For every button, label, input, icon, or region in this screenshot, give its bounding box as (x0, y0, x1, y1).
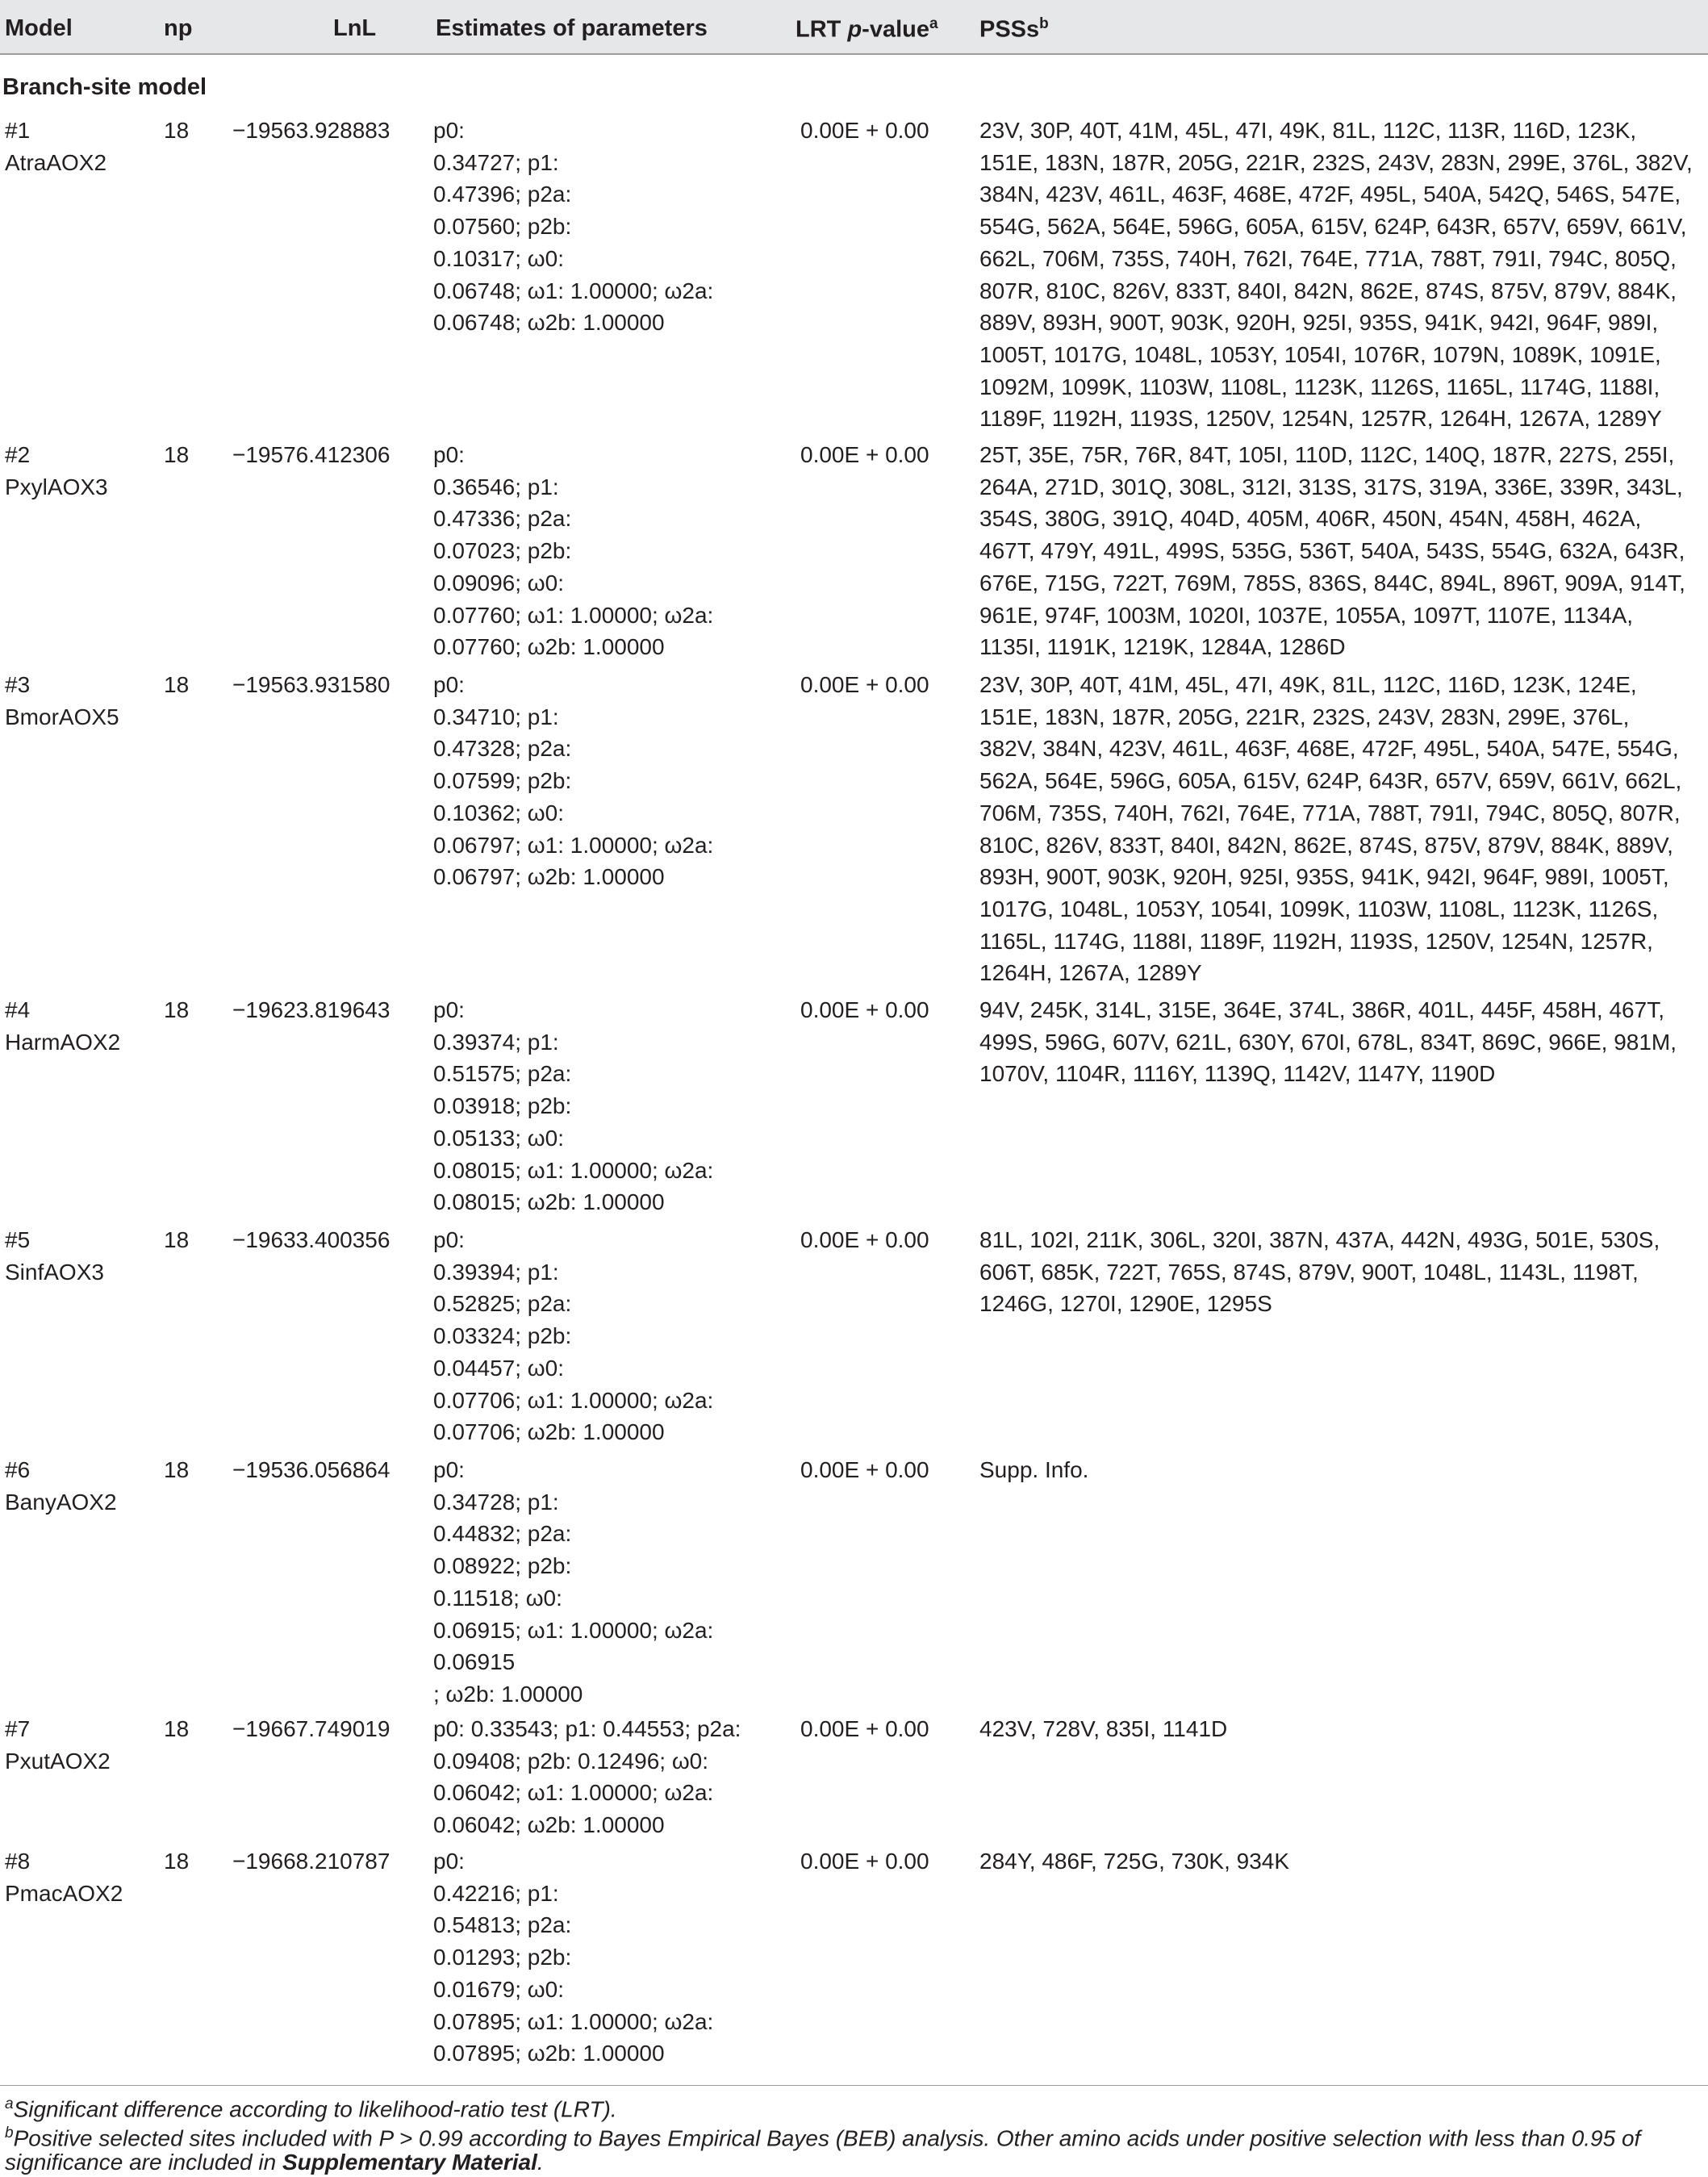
lnl-cell: −19563.931580 (232, 672, 390, 697)
lrt-pvalue-cell: 0.00E + 0.00 (800, 442, 929, 467)
lrt-pvalue-cell: 0.00E + 0.00 (800, 672, 929, 697)
header-pss: PSSs$^b$ (979, 15, 1049, 43)
header-model: Model (5, 15, 73, 41)
model-cell: #3 BmorAOX5 (5, 672, 119, 729)
np-cell: 18 (164, 1716, 190, 1741)
header-divider (0, 53, 1708, 55)
estimates-cell: p0: 0.34710; p1: 0.47328; p2a: 0.07599; p2b: 0.10362; ω0: 0.06797; ω1: 1.00000; ω2a: 0.06797; ω2b: 1.00000 (433, 672, 714, 890)
lrt-pvalue-cell: 0.00E + 0.00 (800, 997, 929, 1022)
model-cell: #5 SinfAOX3 (5, 1227, 104, 1285)
pss-cell: 23V, 30P, 40T, 41M, 45L, 47I, 49K, 81L, 112C, 116D, 123K, 124E, 151E, 183N, 187R, 205G, 221R, 232S, 243V, 283N, 299E, 376L, 382V, 384N, 423V, 461L, 463F, 468E, 472F, 495L, 540A, 547E, 554G, 562A, 564E, 596G, 605A, 615V, 624P, 643R, 657V, 659V, 661V, 662L, 706M, 735S, 740H, 762I, 764E, 771A, 788T, 791I, 794C, 805Q, 807R, 810C, 826V, 833T, 840I, 842N, 862E, 874S, 875V, 879V, 884K, 889V, 893H, 900T, 903K, 920H, 925I, 935S, 941K, 942I, 964F, 989I, 1005T, 1017G, 1048L, 1053Y, 1054I, 1099K, 1103W, 1108L, 1123K, 1126S, 1165L, 1174G, 1188I, 1189F, 1192H, 1193S, 1250V, 1254N, 1257R, 1264H, 1267A, 1289Y (979, 672, 1682, 986)
footnote-a: $^a$Significant difference according to likelihood-ratio test (LRT). (5, 2096, 617, 2122)
estimates-cell: p0: 0.39374; p1: 0.51575; p2a: 0.03918; p2b: 0.05133; ω0: 0.08015; ω1: 1.00000; ω2a: 0.08015; ω2b: 1.00000 (433, 997, 714, 1215)
lrt-pvalue-cell: 0.00E + 0.00 (800, 118, 929, 143)
estimates-cell: p0: 0.33543; p1: 0.44553; p2a: 0.09408; p2b: 0.12496; ω0: 0.06042; ω1: 1.00000; ω2a: 0.06042; ω2b: 1.00000 (433, 1716, 741, 1838)
estimates-cell: p0: 0.34727; p1: 0.47396; p2a: 0.07560; p2b: 0.10317; ω0: 0.06748; ω1: 1.00000; ω2a: 0.06748; ω2b: 1.00000 (433, 118, 714, 336)
section-title: Branch-site model (2, 74, 207, 100)
lnl-cell: −19633.400356 (232, 1227, 390, 1252)
lnl-cell: −19536.056864 (232, 1457, 390, 1482)
model-cell: #2 PxylAOX3 (5, 442, 108, 499)
pss-cell: Supp. Info. (979, 1457, 1089, 1482)
pss-cell: 25T, 35E, 75R, 76R, 84T, 105I, 110D, 112C, 140Q, 187R, 227S, 255I, 264A, 271D, 301Q, 308L, 312I, 313S, 317S, 319A, 336E, 339R, 343L, 354S, 380G, 391Q, 404D, 405M, 406R, 450N, 454N, 458H, 462A, 467T, 479Y, 491L, 499S, 535G, 536T, 540A, 543S, 554G, 632A, 643R, 676E, 715G, 722T, 769M, 785S, 836S, 844C, 894L, 896T, 909A, 914T, 961E, 974F, 1003M, 1020I, 1037E, 1055A, 1097T, 1107E, 1134A, 1135I, 1191K, 1219K, 1284A, 1286D (979, 442, 1685, 660)
lnl-cell: −19563.928883 (232, 118, 390, 143)
footnote-divider (0, 2085, 1708, 2086)
np-cell: 18 (164, 997, 190, 1022)
estimates-cell: p0: 0.36546; p1: 0.47336; p2a: 0.07023; p2b: 0.09096; ω0: 0.07760; ω1: 1.00000; ω2a: 0.07760; ω2b: 1.00000 (433, 442, 714, 660)
lnl-cell: −19623.819643 (232, 997, 390, 1022)
header-lnl: LnL (333, 15, 377, 41)
model-cell: #7 PxutAOX2 (5, 1716, 111, 1774)
header-estimates: Estimates of parameters (436, 15, 708, 41)
table-header (0, 0, 1708, 53)
np-cell: 18 (164, 442, 190, 467)
model-cell: #8 PmacAOX2 (5, 1849, 123, 1906)
lnl-cell: −19668.210787 (232, 1849, 390, 1874)
lnl-cell: −19667.749019 (232, 1716, 390, 1741)
footnote-b-continued: significance are included in Supplementary Material. (5, 2150, 544, 2175)
estimates-cell: p0: 0.34728; p1: 0.44832; p2a: 0.08922; p2b: 0.11518; ω0: 0.06915; ω1: 1.00000; ω2a: 0.06915 ; ω2b: 1.00000 (433, 1457, 714, 1707)
lrt-pvalue-cell: 0.00E + 0.00 (800, 1716, 929, 1741)
np-cell: 18 (164, 1457, 190, 1482)
pss-cell: 284Y, 486F, 725G, 730K, 934K (979, 1849, 1290, 1874)
pss-cell: 94V, 245K, 314L, 315E, 364E, 374L, 386R, 401L, 445F, 458H, 467T, 499S, 596G, 607V, 621L, 630Y, 670I, 678L, 834T, 869C, 966E, 981M, 1070V, 1104R, 1116Y, 1139Q, 1142V, 1147Y, 1190D (979, 997, 1677, 1087)
lnl-cell: −19576.412306 (232, 442, 390, 467)
estimates-cell: p0: 0.42216; p1: 0.54813; p2a: 0.01293; p2b: 0.01679; ω0: 0.07895; ω1: 1.00000; ω2a: 0.07895; ω2b: 1.00000 (433, 1849, 714, 2066)
lrt-pvalue-cell: 0.00E + 0.00 (800, 1227, 929, 1252)
header-lrt: LRT p-value$^a$ (796, 15, 938, 43)
footnote-b: $^b$Positive selected sites included with P > 0.99 according to Bayes Empirical Bayes (BEB) analysis. Other amino acids under positive selection with less than 0.95 of (5, 2125, 1641, 2151)
header-np: np (164, 15, 193, 41)
lrt-pvalue-cell: 0.00E + 0.00 (800, 1457, 929, 1482)
np-cell: 18 (164, 118, 190, 143)
pss-cell: 81L, 102I, 211K, 306L, 320I, 387N, 437A, 442N, 493G, 501E, 530S, 606T, 685K, 722T, 765S, 874S, 879V, 900T, 1048L, 1143L, 1198T, 1246G, 1270I, 1290E, 1295S (979, 1227, 1660, 1317)
pss-cell: 423V, 728V, 835I, 1141D (979, 1716, 1228, 1741)
model-cell: #6 BanyAOX2 (5, 1457, 117, 1515)
lrt-pvalue-cell: 0.00E + 0.00 (800, 1849, 929, 1874)
model-cell: #4 HarmAOX2 (5, 997, 121, 1055)
np-cell: 18 (164, 1849, 190, 1874)
model-cell: #1 AtraAOX2 (5, 118, 107, 175)
np-cell: 18 (164, 1227, 190, 1252)
estimates-cell: p0: 0.39394; p1: 0.52825; p2a: 0.03324; p2b: 0.04457; ω0: 0.07706; ω1: 1.00000; ω2a: 0.07706; ω2b: 1.00000 (433, 1227, 714, 1445)
np-cell: 18 (164, 672, 190, 697)
pss-cell: 23V, 30P, 40T, 41M, 45L, 47I, 49K, 81L, 112C, 113R, 116D, 123K, 151E, 183N, 187R, 205G, 221R, 232S, 243V, 283N, 299E, 376L, 382V, 384N, 423V, 461L, 463F, 468E, 472F, 495L, 540A, 542Q, 546S, 547E, 554G, 562A, 564E, 596G, 605A, 615V, 624P, 643R, 657V, 659V, 661V, 662L, 706M, 735S, 740H, 762I, 764E, 771A, 788T, 791I, 794C, 805Q, 807R, 810C, 826V, 833T, 840I, 842N, 862E, 874S, 875V, 879V, 884K, 889V, 893H, 900T, 903K, 920H, 925I, 935S, 941K, 942I, 964F, 989I, 1005T, 1017G, 1048L, 1053Y, 1054I, 1076R, 1079N, 1089K, 1091E, 1092M, 1099K, 1103W, 1108L, 1123K, 1126S, 1165L, 1174G, 1188I, 1189F, 1192H, 1193S, 1250V, 1254N, 1257R, 1264H, 1267A, 1289Y (979, 118, 1693, 432)
